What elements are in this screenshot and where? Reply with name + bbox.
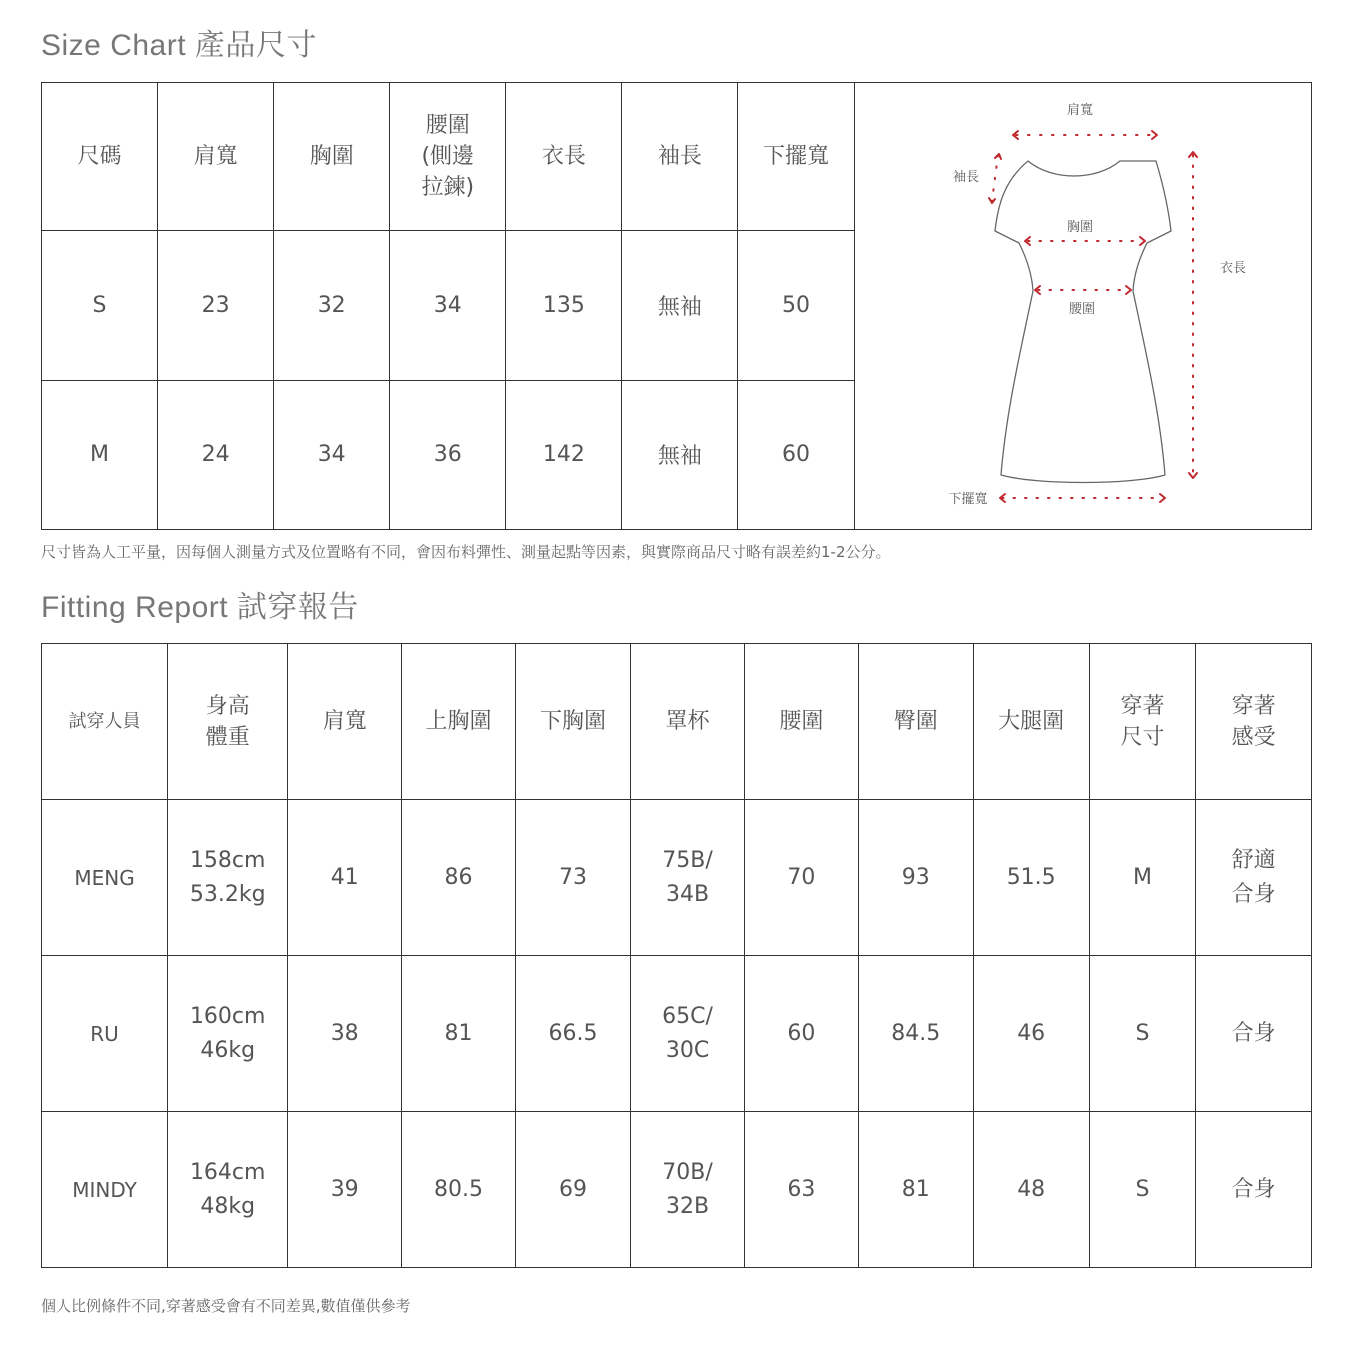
cell-line: M bbox=[1133, 864, 1152, 890]
dress-diagram bbox=[854, 83, 1311, 530]
dress-outline-shape bbox=[995, 161, 1171, 483]
upper-chest-cell bbox=[402, 1112, 516, 1268]
header-cell bbox=[42, 83, 158, 231]
cell-line: 合身 bbox=[1231, 881, 1276, 907]
cell-line: 試穿人員 bbox=[68, 711, 141, 732]
waist-measure-arrow bbox=[1035, 286, 1131, 294]
hip-cell bbox=[858, 800, 973, 956]
size-chart-note: 尺寸皆為人工平量，因每個人測量方式及位置略有不同，會因布料彈性、測量起點等因素，與實際商品尺寸略有誤差約1-2公分。 bbox=[41, 543, 891, 561]
cell-line: 86 bbox=[444, 864, 473, 890]
header-cell bbox=[738, 83, 854, 231]
length-label: 衣長 bbox=[1219, 261, 1246, 276]
header-cell bbox=[42, 644, 168, 800]
cell-line: 65C/ bbox=[662, 1003, 713, 1029]
cell-line: 84.5 bbox=[891, 1020, 941, 1046]
hem-cell: 60 bbox=[738, 380, 854, 529]
cell-line: 39 bbox=[330, 1176, 359, 1202]
header-cell bbox=[631, 644, 745, 800]
fitting-header-row bbox=[42, 644, 1312, 800]
cell-line: 70B/ bbox=[662, 1159, 713, 1185]
cell-line: 75B/ bbox=[662, 847, 713, 873]
hem-measure-arrow bbox=[1000, 494, 1165, 502]
cell-line: 51.5 bbox=[1006, 864, 1056, 890]
cell-line: 腰圍 bbox=[425, 113, 470, 139]
shoulder-cell: 23 bbox=[158, 231, 274, 380]
length-cell: 142 bbox=[506, 380, 622, 529]
cell-line: 41 bbox=[330, 864, 359, 890]
cell-line: 48 bbox=[1017, 1176, 1046, 1202]
size-header-row bbox=[42, 83, 1312, 231]
upper-chest-cell bbox=[402, 956, 516, 1112]
chest-label: 胸圍 bbox=[1066, 220, 1093, 235]
cell-line: 34B bbox=[665, 881, 710, 907]
fitting-report-note: 個人比例條件不同,穿著感受會有不同差異,數值僅供參考 bbox=[41, 1297, 411, 1315]
cell-line: 肩寬 bbox=[193, 144, 238, 170]
shoulder-cell bbox=[288, 1112, 402, 1268]
sleeve-cell: 無袖 bbox=[622, 231, 738, 380]
cell-line: 胸圍 bbox=[309, 144, 354, 170]
cup-cell bbox=[631, 800, 745, 956]
fitting-report-title: Fitting Report 試穿報告 bbox=[41, 591, 359, 624]
size-chart-table bbox=[41, 82, 1312, 530]
cell-line: 合身 bbox=[1231, 1176, 1276, 1202]
header-cell bbox=[402, 644, 516, 800]
waist-cell bbox=[745, 956, 859, 1112]
tester-name-cell bbox=[42, 800, 168, 956]
lower-chest-cell bbox=[516, 800, 631, 956]
cell-line: 164cm bbox=[189, 1159, 266, 1185]
cell-line: 48kg bbox=[200, 1193, 256, 1219]
cell-line: (側邊 bbox=[421, 144, 475, 170]
cell-line: 81 bbox=[901, 1176, 930, 1202]
waist-cell bbox=[745, 800, 859, 956]
shoulder-label: 肩寬 bbox=[1066, 103, 1093, 118]
header-cell bbox=[288, 644, 402, 800]
lower-chest-cell bbox=[516, 956, 631, 1112]
size-chart-title: Size Chart 產品尺寸 bbox=[41, 29, 317, 62]
header-cell bbox=[973, 644, 1089, 800]
cell-line: 尺寸 bbox=[1120, 724, 1165, 750]
cell-line: 身高 bbox=[205, 693, 250, 719]
cell-line: MENG bbox=[74, 865, 135, 890]
height-weight-cell bbox=[168, 800, 288, 956]
waist-cell: 36 bbox=[390, 380, 506, 529]
cell-line: 80.5 bbox=[434, 1176, 484, 1202]
cell-line: RU bbox=[90, 1021, 119, 1046]
length-measure-arrow bbox=[1189, 152, 1197, 478]
size-cell: M bbox=[42, 380, 158, 529]
hem-cell: 50 bbox=[738, 231, 854, 380]
cell-line: 66.5 bbox=[548, 1020, 598, 1046]
height-weight-cell bbox=[168, 1112, 288, 1268]
fit-feeling-cell bbox=[1196, 800, 1312, 956]
cell-line: 158cm bbox=[189, 847, 266, 873]
tester-name-cell bbox=[42, 956, 168, 1112]
worn-size-cell bbox=[1089, 1112, 1196, 1268]
lower-chest-cell bbox=[516, 1112, 631, 1268]
shoulder-cell bbox=[288, 956, 402, 1112]
shoulder-cell bbox=[288, 800, 402, 956]
fitting-row bbox=[42, 800, 1312, 956]
hem-label: 下擺寬 bbox=[948, 492, 988, 507]
cell-line: 60 bbox=[787, 1020, 816, 1046]
waist-label: 腰圍 bbox=[1068, 302, 1095, 317]
cell-line: 69 bbox=[559, 1176, 588, 1202]
dress-outline-diagram bbox=[856, 83, 1310, 523]
cell-line: 肩寬 bbox=[322, 709, 367, 734]
cell-line: 93 bbox=[901, 864, 930, 890]
cell-line: 46kg bbox=[200, 1037, 256, 1063]
hip-cell bbox=[858, 956, 973, 1112]
header-cell bbox=[506, 83, 622, 231]
cell-line: 70 bbox=[787, 864, 816, 890]
cell-line: 腰圍 bbox=[779, 709, 824, 734]
cell-line: S bbox=[1135, 1020, 1150, 1046]
header-cell bbox=[1196, 644, 1312, 800]
cell-line: 下胸圍 bbox=[540, 709, 607, 734]
fit-feeling-cell bbox=[1196, 1112, 1312, 1268]
header-cell bbox=[274, 83, 390, 231]
thigh-cell bbox=[973, 1112, 1089, 1268]
length-cell: 135 bbox=[506, 231, 622, 380]
cell-line: 81 bbox=[444, 1020, 473, 1046]
cell-line: 下擺寬 bbox=[763, 144, 830, 170]
fitting-row bbox=[42, 956, 1312, 1112]
cell-line: 拉鍊) bbox=[421, 175, 475, 201]
cell-line: 30C bbox=[665, 1037, 710, 1063]
upper-chest-cell bbox=[402, 800, 516, 956]
thigh-cell bbox=[973, 956, 1089, 1112]
header-cell bbox=[390, 83, 506, 231]
cell-line: 袖長 bbox=[657, 144, 702, 170]
cell-line: 尺碼 bbox=[77, 144, 122, 170]
cell-line: 衣長 bbox=[541, 144, 586, 170]
cell-line: 穿著 bbox=[1120, 693, 1165, 719]
shoulder-cell: 24 bbox=[158, 380, 274, 529]
cell-line: 32B bbox=[665, 1193, 710, 1219]
fitting-report-table bbox=[41, 643, 1312, 1268]
header-cell bbox=[158, 83, 274, 231]
cell-line: 73 bbox=[559, 864, 588, 890]
worn-size-cell bbox=[1089, 956, 1196, 1112]
header-cell bbox=[858, 644, 973, 800]
cell-line: 38 bbox=[330, 1020, 359, 1046]
header-cell bbox=[516, 644, 631, 800]
worn-size-cell bbox=[1089, 800, 1196, 956]
waist-cell: 34 bbox=[390, 231, 506, 380]
cell-line: 感受 bbox=[1231, 724, 1276, 750]
header-cell bbox=[168, 644, 288, 800]
header-cell bbox=[622, 83, 738, 231]
size-cell: S bbox=[42, 231, 158, 380]
shoulder-measure-arrow bbox=[1013, 131, 1157, 139]
cell-line: 53.2kg bbox=[189, 881, 266, 907]
chest-cell: 34 bbox=[274, 380, 390, 529]
waist-cell bbox=[745, 1112, 859, 1268]
tester-name-cell bbox=[42, 1112, 168, 1268]
cell-line: 160cm bbox=[189, 1003, 266, 1029]
cell-line: 罩杯 bbox=[665, 709, 710, 734]
cell-line: 63 bbox=[787, 1176, 816, 1202]
sleeve-cell: 無袖 bbox=[622, 380, 738, 529]
cell-line: 穿著 bbox=[1231, 693, 1276, 719]
chest-cell: 32 bbox=[274, 231, 390, 380]
sleeve-measure-arrow bbox=[989, 154, 1001, 203]
sleeve-label: 袖長 bbox=[952, 170, 979, 185]
header-cell bbox=[745, 644, 859, 800]
fitting-row bbox=[42, 1112, 1312, 1268]
cell-line: 臀圍 bbox=[893, 709, 938, 734]
fit-feeling-cell bbox=[1196, 956, 1312, 1112]
cell-line: 46 bbox=[1017, 1020, 1046, 1046]
header-cell bbox=[1089, 644, 1196, 800]
cup-cell bbox=[631, 1112, 745, 1268]
chest-measure-arrow bbox=[1025, 237, 1145, 245]
cell-line: 體重 bbox=[205, 724, 250, 750]
cell-line: 上胸圍 bbox=[425, 709, 492, 734]
hip-cell bbox=[858, 1112, 973, 1268]
height-weight-cell bbox=[168, 956, 288, 1112]
cell-line: S bbox=[1135, 1176, 1150, 1202]
cell-line: MINDY bbox=[72, 1177, 137, 1202]
cell-line: 合身 bbox=[1231, 1020, 1276, 1046]
cell-line: 大腿圍 bbox=[998, 709, 1065, 734]
cup-cell bbox=[631, 956, 745, 1112]
thigh-cell bbox=[973, 800, 1089, 956]
cell-line: 舒適 bbox=[1231, 847, 1276, 873]
